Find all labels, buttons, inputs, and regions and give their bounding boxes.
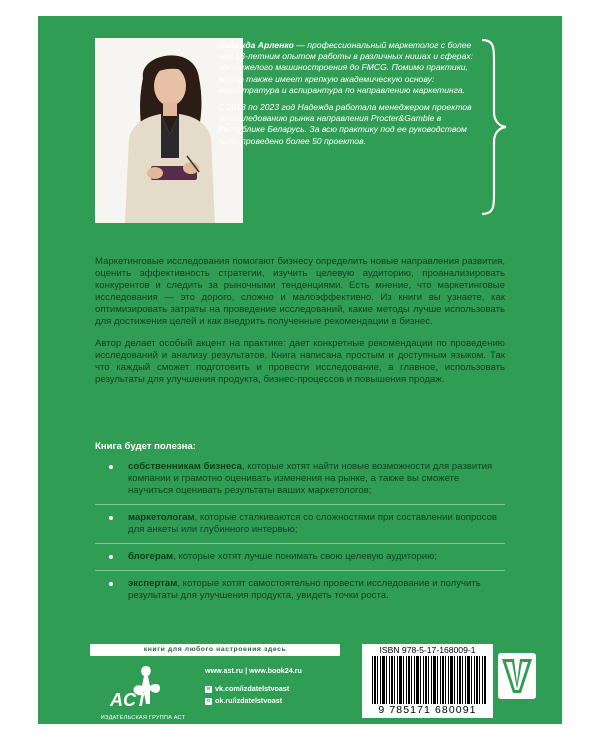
list-item <box>95 461 505 505</box>
useful-for-heading: Книга будет полезна: <box>95 441 196 452</box>
description-paragraph-1: Маркетинговые исследования помогают бизнесу определить новые направления развития, оценить эффективность стратегии, изучить целевую аудиторию, проанализировать конкурентов и следить за рыночными тенденциями. Есть мнение, что маркетинговые исследования — это дорого, сложно и малоэффективно. Из книги вы узнаете, как оптимизировать затраты на проведение исследований, какие методы лучше использовать для достижения целей и как внедрить полученные рекомендации в бизнес. <box>95 256 505 328</box>
vk-link-row[interactable] <box>205 684 302 694</box>
list-item <box>95 551 505 571</box>
publisher-name: ИЗДАТЕЛЬСКАЯ ГРУППА АСТ <box>100 715 186 721</box>
audience-name: маркетологам <box>128 512 195 523</box>
author-bio <box>218 40 480 153</box>
audience-text: , которые сталкиваются со сложностями при составлении вопросов для анкеты или глубинного интервью; <box>128 512 498 535</box>
author-name: Надежда Арленко <box>218 40 294 50</box>
useful-for-list <box>95 461 505 616</box>
list-item <box>95 512 505 544</box>
audience-text: , которые хотят найти новые возможности для развития компании и грамотно оценивать изменения на рынке, а также вы сможете научиться оценивать результаты ваших маркетологов; <box>128 461 493 496</box>
list-item <box>95 578 505 609</box>
tagline-banner: книги для любого настроения здесь <box>90 644 340 656</box>
description-paragraph-2: Автор делает особый акцент на практике: дает конкретные рекомендации по проведению исследований и анализу результатов. Книга написана простым и доступным языком. Так что каждый сможет подготовить и провести исследование, а главное, использовать результаты для улучшения продукта, бизнес-процессов и повышения продаж. <box>95 337 505 385</box>
right-brace-icon <box>478 38 508 216</box>
back-cover <box>38 16 562 724</box>
audience-name: блогерам <box>128 551 174 562</box>
logo-text: ACT <box>110 690 147 710</box>
author-bio-paragraph-1 <box>218 40 480 96</box>
isbn-number: ISBN 978-5-17-168009-1 <box>379 645 476 655</box>
vk-icon: в <box>206 685 211 692</box>
v-publisher-logo <box>498 653 536 699</box>
author-bio-1-text: — профессиональный маркетолог с более чем 13-летним опытом работы в различных нишах и сферах: от тяжелого машиностроения до FMCG. Помимо практики, автор также имеет крепкую академическую основу: магистратура и аспирантура по направлению маркетинга. <box>218 40 474 95</box>
audience-text: , которые хотят лучше понимать свою целевую аудиторию; <box>173 551 437 562</box>
vk-link[interactable]: vk.com/izdatelstvoast <box>215 684 290 693</box>
bullet-icon <box>109 465 113 469</box>
ast-logo-icon <box>106 664 182 716</box>
websites-link[interactable]: www.ast.ru | www.book24.ru <box>205 666 302 675</box>
publisher-links <box>205 666 302 706</box>
ok-link[interactable]: ok.ru/izdatelstvoast <box>215 696 283 705</box>
audience-name: экспертам <box>128 578 178 589</box>
ok-icon: о <box>206 697 211 704</box>
audience-text: , которые хотят самостоятельно провести исследование и получить результаты для улучшения продукта, увидеть точки роста. <box>128 578 481 601</box>
book-description <box>95 256 505 395</box>
barcode-image <box>372 656 486 704</box>
bullet-icon <box>109 555 113 559</box>
bullet-icon <box>109 516 113 520</box>
bullet-icon <box>109 582 113 586</box>
v-logo-icon <box>498 653 536 699</box>
author-bio-paragraph-2: С 2018 по 2023 год Надежда работала менеджером проектов по исследованию рынка направления Procter&Gamble в Республике Беларусь. За всю практику под ее руководством было проведено более 50 проектов. <box>218 102 472 146</box>
ok-link-row[interactable] <box>205 696 302 706</box>
barcode-block <box>362 644 493 718</box>
audience-name: собственникам бизнеса <box>128 461 242 472</box>
barcode-number: 9 785171 680091 <box>378 704 477 716</box>
